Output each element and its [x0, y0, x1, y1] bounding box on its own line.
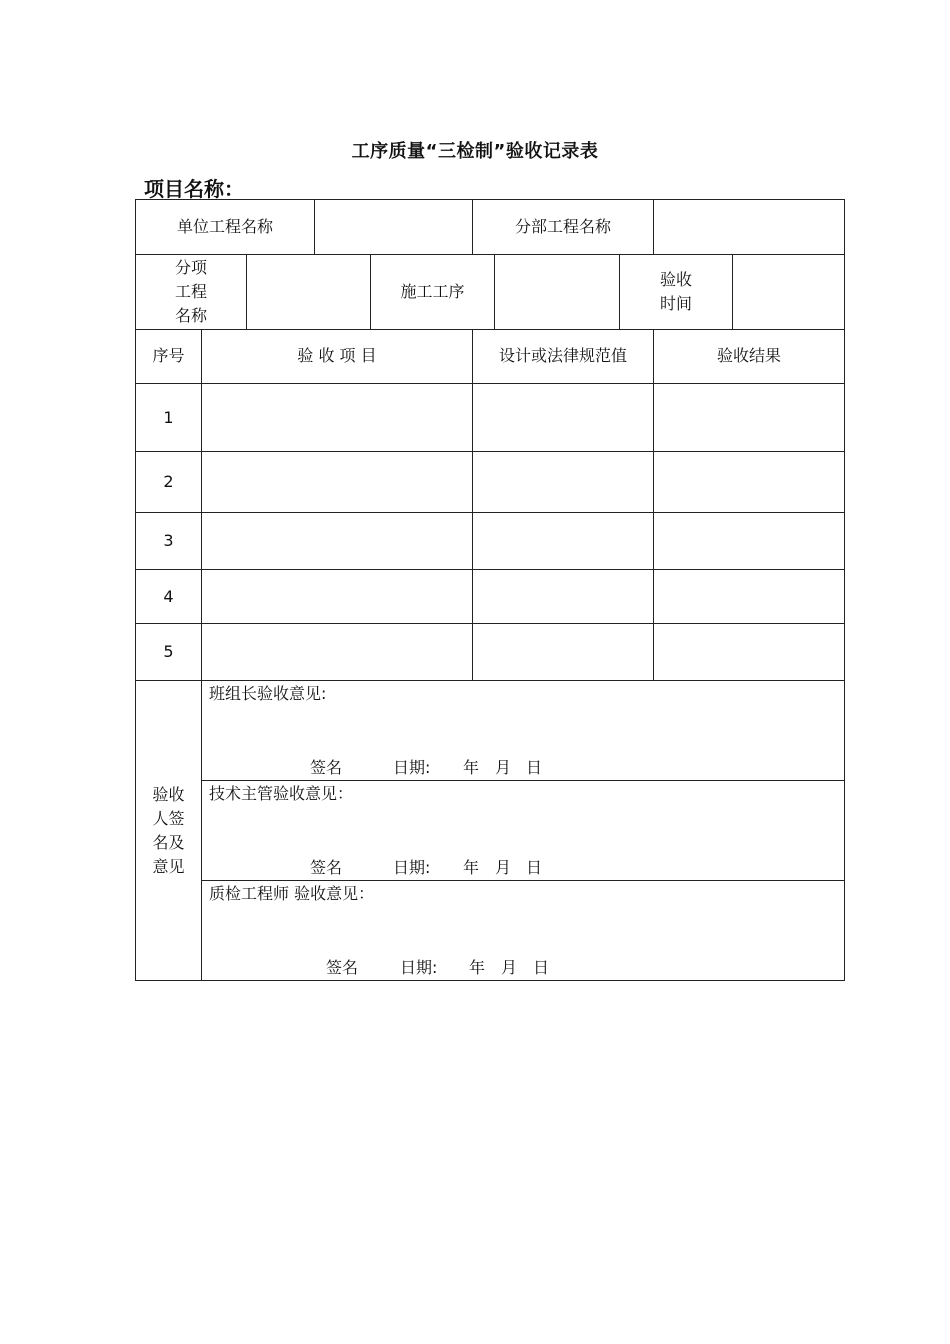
process-label: 施工工序: [400, 281, 465, 301]
team-leader-opinion-title: 班组长验收意见:: [209, 684, 327, 703]
header-inspection-result: 验收结果: [716, 346, 781, 365]
qc-engineer-date-label: 日期:: [400, 958, 438, 977]
item-project-field[interactable]: [247, 254, 370, 329]
acceptance-time-field[interactable]: [733, 254, 844, 329]
standard-cell[interactable]: [473, 384, 653, 451]
tech-supervisor-opinion-title: 技术主管验收意见：: [209, 784, 354, 803]
acceptance-time-label: [620, 254, 732, 329]
header-standard-value: 设计或法律规范值: [498, 346, 627, 365]
row-divider: [201, 880, 844, 881]
team-leader-month-label: 月: [495, 758, 512, 777]
unit-project-label: 单位工程名称: [176, 217, 273, 236]
acceptance-form: [135, 199, 845, 981]
row-divider: [201, 780, 844, 781]
row-number: 3: [163, 531, 174, 550]
tech-supervisor-year-label: 年: [463, 858, 480, 877]
team-leader-day-label: 日: [526, 758, 543, 777]
tech-supervisor-month-label: 月: [495, 858, 512, 877]
standard-cell[interactable]: [473, 570, 653, 623]
qc-engineer-opinion-title: 质检工程师 验收意见：: [209, 884, 375, 903]
header-serial-no: 序号: [152, 346, 185, 365]
standard-cell[interactable]: [473, 452, 653, 512]
result-cell[interactable]: [654, 624, 844, 680]
signoff-side-label-line: 意见: [152, 856, 185, 876]
tech-supervisor-sign-label: 签名: [310, 858, 343, 877]
tech-supervisor-day-label: 日: [526, 858, 543, 877]
signoff-side-label-line: 验收: [152, 784, 185, 804]
item-project-label-line: 工程: [174, 281, 207, 301]
result-cell[interactable]: [654, 513, 844, 569]
acceptance-time-label-line: 时间: [659, 293, 692, 313]
item-cell[interactable]: [202, 570, 472, 623]
project-name-label: 项目名称：: [144, 177, 244, 201]
acceptance-time-label-line: 验收: [659, 269, 692, 289]
item-project-label-line: 名称: [174, 305, 207, 325]
sub-project-label: 分部工程名称: [514, 217, 611, 236]
team-leader-sign-label: 签名: [310, 758, 343, 777]
item-cell[interactable]: [202, 624, 472, 680]
row-number: 1: [163, 407, 174, 427]
result-cell[interactable]: [654, 384, 844, 451]
team-leader-date-label: 日期:: [393, 758, 431, 777]
result-cell[interactable]: [654, 452, 844, 512]
qc-engineer-sign-label: 签名: [326, 958, 359, 977]
qc-engineer-day-label: 日: [533, 958, 550, 977]
result-cell[interactable]: [654, 570, 844, 623]
row-divider: [136, 680, 844, 681]
item-cell[interactable]: [202, 513, 472, 569]
header-inspection-item: 验 收 项 目: [297, 346, 377, 365]
standard-cell[interactable]: [473, 624, 653, 680]
tech-supervisor-date-label: 日期:: [393, 858, 431, 877]
row-number: 5: [163, 642, 174, 661]
row-number: 4: [163, 586, 174, 606]
unit-project-field[interactable]: [315, 200, 472, 254]
sub-project-field[interactable]: [654, 200, 844, 254]
row-number: 2: [163, 472, 174, 491]
qc-engineer-month-label: 月: [501, 958, 518, 977]
process-field[interactable]: [495, 254, 619, 329]
team-leader-year-label: 年: [463, 758, 480, 777]
signoff-side-label: [136, 681, 201, 980]
standard-cell[interactable]: [473, 513, 653, 569]
signoff-side-label-line: 名及: [152, 832, 185, 852]
document-title: 工序质量“三检制”验收记录表: [351, 141, 599, 162]
item-cell[interactable]: [202, 384, 472, 451]
item-project-label: [136, 254, 246, 329]
signoff-side-label-line: 人签: [152, 808, 185, 828]
item-project-label-line: 分项: [174, 257, 207, 277]
qc-engineer-year-label: 年: [469, 958, 486, 977]
item-cell[interactable]: [202, 452, 472, 512]
